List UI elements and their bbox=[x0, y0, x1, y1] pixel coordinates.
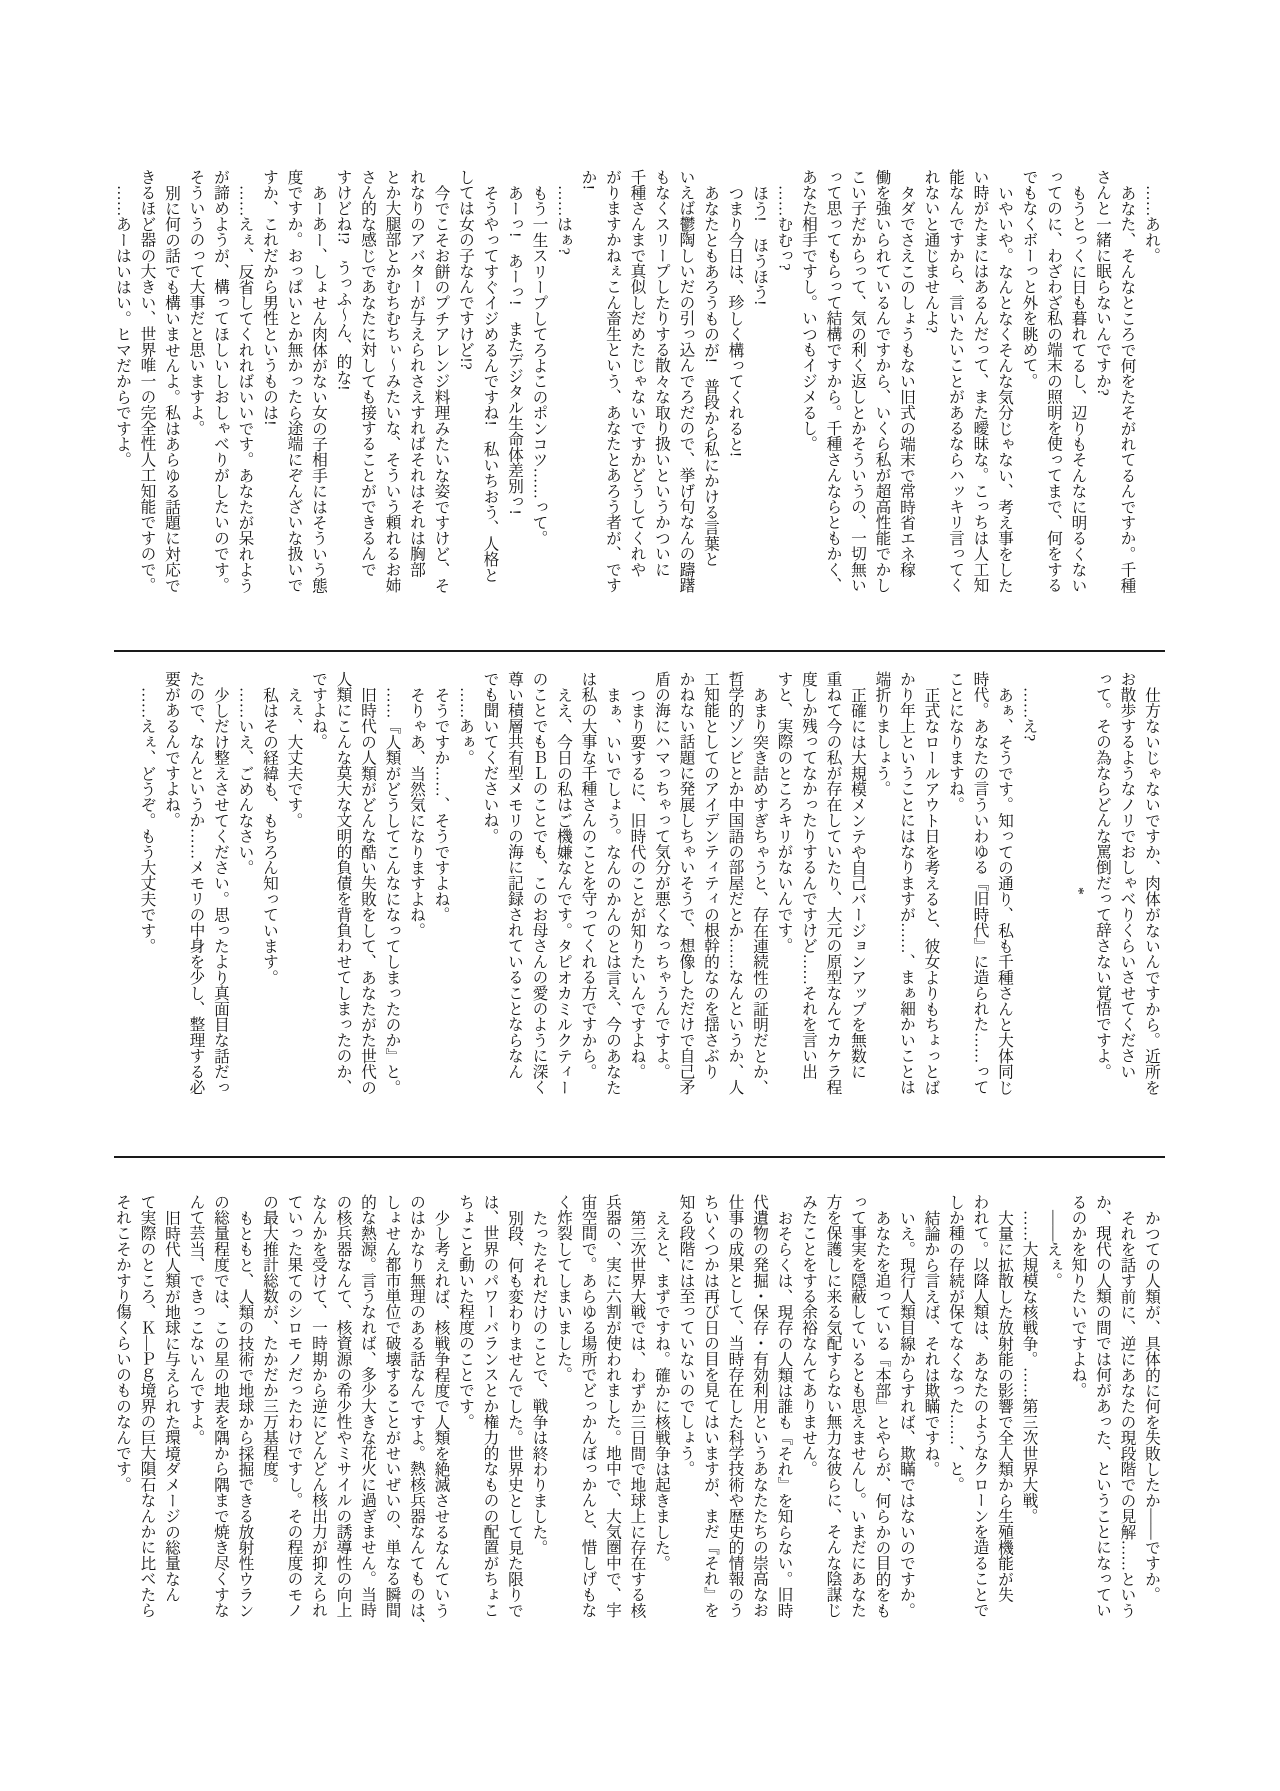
text-line: あぁ、そうです。知っての通り、私も千種さんと大体同じ bbox=[996, 686, 1013, 1095]
text-line: でも聞いてくださいね。 bbox=[481, 671, 499, 844]
text-line: もともと、人類の技術で地球から採掘できる放射性ウラン bbox=[236, 1209, 254, 1618]
text-line: すけどね!? うっふ〜ん、的な! bbox=[334, 169, 352, 391]
text-line: 盾の海にハマっちゃって気分が悪くなっちゃうんですよ。 bbox=[653, 671, 670, 1080]
text-line: 千種さんまで真似しだめたじゃないですかどうしてくれや bbox=[628, 169, 646, 578]
text-line: って事実を隠蔽しているとも思えませんし。いまだにあなた bbox=[849, 1194, 866, 1618]
text-line: ……え? bbox=[1020, 686, 1038, 741]
text-line: 度しか残ってなかったりするんですけど……それを言い出 bbox=[800, 671, 817, 1080]
text-line: ってのに、わざわざ私の端末の照明を使ってまで、何をする bbox=[1045, 169, 1062, 593]
text-line: たったそれだけのことで、戦争は終わりました。 bbox=[530, 1209, 548, 1556]
text-line: て実際のところ、Ｋ―Ｐｇ境界の巨大隕石なんかに比べたら bbox=[138, 1194, 156, 1618]
text-line: こい子だからって、気の利く返しとかそういうの、一切無い bbox=[849, 169, 866, 593]
dialogue-block-middle bbox=[134, 671, 1163, 1111]
text-line: みたことをする余裕なんてありません。 bbox=[800, 1194, 817, 1477]
scene-break-asterisk: * bbox=[1069, 887, 1087, 895]
text-line: 時代。あなたの言ういわゆる『旧時代』に造られた……って bbox=[971, 671, 989, 1095]
text-line: の最大推計総数が、たかだか三万基程度。 bbox=[261, 1194, 278, 1493]
text-line: は、世界のパワーバランスとか権力的なものの配置がちょこ bbox=[481, 1194, 499, 1618]
text-line: ていった果てのシロモノだったわけですし。その程度のモノ bbox=[285, 1194, 303, 1618]
text-line: 私はその経緯も、もちろん知っています。 bbox=[261, 686, 278, 985]
text-line: 要があるんですよね。 bbox=[163, 671, 180, 828]
text-line: あーっ! あーっ! またデジタル生命体差別っ! bbox=[506, 184, 523, 515]
text-line: 尊い積層共有型メモリの海に記録されていることならなん bbox=[506, 671, 523, 1080]
text-line: とか大腿部とかむちむちぃ〜みたいな、そういう頼れるお姉 bbox=[383, 169, 401, 593]
text-line: さん的な感じであなたに対しても接することができるんで bbox=[359, 169, 376, 578]
text-line: るのかを知りたいですよね。 bbox=[1069, 1194, 1087, 1399]
text-line: しょせん都市単位で破壊することがせいぜいの、単なる瞬間 bbox=[383, 1194, 401, 1618]
text-line: ――えぇ。 bbox=[1045, 1209, 1062, 1289]
text-line: ……あーはいはい。ヒマだからですよ。 bbox=[114, 184, 131, 468]
text-line: く炸裂してしまいました。 bbox=[555, 1194, 572, 1383]
text-line: ことになりますね。 bbox=[947, 671, 964, 813]
text-line: 人類にこんな莫大な文明的負債を背負わせてしまったのか、 bbox=[334, 671, 352, 1095]
text-line: ……大規模な核戦争。……第三次世界大戦。 bbox=[1020, 1209, 1038, 1524]
text-line: 代遺物の発掘・保存・有効利用というあなたたちの崇高なお bbox=[751, 1194, 768, 1618]
text-line: 哲学的ゾンビとか中国語の部屋だとか……なんというか、人 bbox=[726, 671, 744, 1095]
text-line: いえ。現行人類目線からすれば、欺瞞ではないのですか。 bbox=[898, 1209, 915, 1618]
text-line: ……えぇ、反省してくれればいいです。あなたが呆れよう bbox=[236, 184, 254, 593]
text-line: 仕方ないじゃないですか、肉体がないんですから。近所を bbox=[1143, 686, 1160, 1095]
text-line: 知る段階には至っていないのでしょう。 bbox=[677, 1194, 695, 1477]
text-line: しては女の子なんですけど!? bbox=[457, 169, 474, 370]
text-line: あなたを追っている『本部』とやらが、何らかの目的をも bbox=[873, 1209, 891, 1618]
text-line: がりますかねぇこん畜生という、あなたとあろう者が、です bbox=[604, 169, 621, 593]
text-line: のことでもＢＬのことでも、このお母さんの愛のように深く bbox=[530, 671, 548, 1095]
text-line: そうですか……、そうですよね。 bbox=[432, 686, 450, 923]
text-line: もなくスリープしたりする散々な取り扱いというかついに bbox=[653, 169, 670, 578]
text-line: もうとっくに日も暮れてるし、辺りもそんなに明るくない bbox=[1069, 184, 1087, 593]
text-line: れないと通じませんよ? bbox=[922, 169, 940, 333]
text-line: あなた相手ですし。いつもイジメるし。 bbox=[800, 169, 817, 452]
text-line: 正式なロールアウト日を考えると、彼女よりもちょっとば bbox=[922, 686, 940, 1095]
text-line: 働を強いられているんですから、いくら私が超高性能でかし bbox=[873, 169, 891, 593]
text-line: つまり要するに、旧時代のことが知りたいんですよね。 bbox=[628, 686, 646, 1080]
text-line: ……あぁ。 bbox=[457, 686, 474, 766]
text-line: ほう! ほうほう! bbox=[751, 184, 768, 306]
text-line: つまり今日は、珍しく構ってくれると! bbox=[726, 184, 744, 457]
text-line: ……むむっ? bbox=[775, 184, 793, 271]
dialogue-block-bottom bbox=[110, 1194, 1164, 1634]
text-line: かねない話題に発展しちゃいそうで、想像しただけで自己矛 bbox=[677, 671, 695, 1095]
text-line: それを話す前に、逆にあなたの現段階での見解……という bbox=[1118, 1209, 1136, 1618]
text-line: われて。以降人類は、あなたのようなクローンを造ることで bbox=[971, 1194, 989, 1618]
text-line: そういうのって大事だと思いますよ。 bbox=[187, 169, 205, 436]
text-line: 結論から言えば、それは欺瞞ですね。 bbox=[922, 1209, 940, 1477]
text-line: えぇ、大丈夫です。 bbox=[285, 686, 303, 828]
text-line: 工知能としてのアイデンティティの根幹的なのを揺さぶり bbox=[702, 671, 719, 1080]
text-line: 度ですか。おっぱいとか無かったら途端にぞんざいな扱いで bbox=[285, 169, 303, 593]
text-line: すか、これだから男性というものは! bbox=[261, 169, 278, 426]
text-line: いえば鬱陶しいだの引っ込んでろだので、挙げ句なんの躊躇 bbox=[677, 169, 695, 593]
text-line: 正確には大規模メンテや自己バージョンアップを無数に bbox=[849, 686, 866, 1080]
text-line: そうやってすぐイジめるんですね! 私いちおう、人格と bbox=[481, 184, 499, 583]
text-line: 少し考えれば、核戦争程度で人類を絶滅させるなんていう bbox=[432, 1209, 450, 1618]
text-line: かつての人類が、具体的に何を失敗したか――ですか。 bbox=[1143, 1209, 1160, 1603]
text-line: タダでさえこのしょうもない旧式の端末で常時省エネ稼 bbox=[898, 184, 915, 578]
text-line bbox=[1041, 671, 1066, 1111]
text-line: さんと一緒に眠らないんですか? bbox=[1094, 169, 1111, 396]
text-line: 端折りましょう。 bbox=[873, 671, 891, 797]
text-line: の核兵器なんて、核資源の希少性やミサイルの誘導性の向上 bbox=[334, 1194, 352, 1618]
section-divider-1 bbox=[114, 650, 1165, 652]
text-line: ……いえ、ごめんなさい。 bbox=[236, 686, 254, 876]
text-line: あなた、そんなところで何をたそがれてるんですか。千種 bbox=[1118, 184, 1136, 593]
text-line: 第三次世界大戦では、わずか三日間で地球上に存在する核 bbox=[628, 1209, 646, 1618]
text-line: あまり突き詰めすぎちゃうと、存在連続性の証明だとか、 bbox=[751, 686, 768, 1095]
text-line: 宙空間で。あらゆる場所でどっかんぼっかんと、惜しげもな bbox=[579, 1194, 597, 1618]
text-line: 旧時代人類が地球に与えられた環境ダメージの総量なん bbox=[163, 1209, 180, 1603]
text-line: 能なんですから、言いたいことがあるならハッキリ言ってく bbox=[947, 169, 964, 593]
text-line: ……はぁ? bbox=[555, 184, 572, 255]
text-line: か、現代の人類の間では何があった、ということになってい bbox=[1094, 1194, 1111, 1618]
text-line: お散歩するようなノリでおしゃべりくらいさせてください bbox=[1118, 671, 1136, 1080]
text-line: あなたともあろうものが! 普段から私にかける言葉と bbox=[702, 184, 719, 567]
text-line: 兵器の、実に六割が使われました。地中で、大気圏中で、宇 bbox=[604, 1194, 621, 1618]
text-line: れなりのアバターが与えられさえすればそれはそれは胸部 bbox=[408, 169, 425, 578]
text-line: あーあー、しょせん肉体がない女の子相手にはそういう態 bbox=[310, 184, 327, 593]
text-line: の総量程度では、この星の地表を隅から隅まで焼き尽くすな bbox=[212, 1194, 229, 1618]
text-line: 的な熱源。言うなれば、多少大きな花火に過ぎません。当時 bbox=[359, 1194, 376, 1618]
text-line: って思ってもらって結構ですから。千種さんならともかく、 bbox=[824, 169, 842, 593]
text-line: いやいや。なんとなくそんな気分じゃない、考え事をした bbox=[996, 184, 1013, 593]
section-divider-2 bbox=[114, 1156, 1165, 1158]
text-line: しか種の存続が保てなくなった……、と。 bbox=[947, 1194, 964, 1493]
text-line: そりゃあ、当然気になりますよね。 bbox=[408, 686, 425, 938]
text-line: ……あれ。 bbox=[1143, 184, 1160, 264]
text-line: ですよね。 bbox=[310, 671, 327, 750]
text-line: 別段、何も変わりませんでした。世界史として見た限りで bbox=[506, 1209, 523, 1618]
text-line: か! bbox=[579, 169, 597, 190]
text-line: ちいくつかは再び日の目を見てはいますが、まだ『それ』を bbox=[702, 1194, 719, 1618]
text-line: まぁ、いいでしょう。なんのかんのとは言え、今のあなた bbox=[604, 686, 621, 1095]
text-line: おそらくは、現存の人類は誰も『それ』を知らない。旧時 bbox=[775, 1209, 793, 1618]
text-line: 重ねて今の私が存在していたり、大元の原型なんてカケラ程 bbox=[824, 671, 842, 1095]
text-line: は私の大事な千種さんのことを守ってくれる方ですから。 bbox=[579, 671, 597, 1080]
text-line: もう一生スリープしてろよこのポンコツ……って。 bbox=[530, 184, 548, 546]
text-line: ちょこと動いた程度のことです。 bbox=[457, 1194, 474, 1430]
text-line: ……『人類がどうしてこんなになってしまったのか』と。 bbox=[383, 686, 401, 1095]
text-line: なんかを受けて、一時期から逆にどんどん核出力が抑えられ bbox=[310, 1194, 327, 1618]
text-line: のはかなり無理のある話なんですよ。熱核兵器なんてものは、 bbox=[408, 1194, 425, 1634]
text-line: 旧時代の人類がどんな酷い失敗をして、あなたがた世代の bbox=[359, 686, 376, 1095]
text-line: 仕事の成果として、当時存在した科学技術や歴史的情報のう bbox=[726, 1194, 744, 1618]
text-line: んて芸当、できっこないんですよ。 bbox=[187, 1194, 205, 1446]
text-line: 大量に拡散した放射能の影響で全人類から生殖機能が失 bbox=[996, 1209, 1013, 1603]
text-line: きるほど器の大きい、世界唯一の完全性人工知能ですので。 bbox=[138, 169, 156, 593]
text-line: い時がたまにはあるんだって、また曖昧な。こっちは人工知 bbox=[971, 169, 989, 593]
text-line: たので、なんというか……メモリの中身を少し、整理する必 bbox=[187, 671, 205, 1095]
text-line: 今でこそお餅のプチアレンジ料理みたいな姿ですけど、そ bbox=[432, 184, 450, 593]
text-line: 別に何の話でも構いませんよ。私はあらゆる話題に対応で bbox=[163, 184, 180, 593]
text-line: って。その為ならどんな罵倒だって辞さない覚悟ですよ。 bbox=[1094, 671, 1111, 1080]
dialogue-block-top bbox=[110, 169, 1164, 609]
text-line: 方を保護しに来る気配すらない無力な彼らに、そんな陰謀じ bbox=[824, 1194, 842, 1618]
text-line: かり年上ということにはなりますが……、まぁ細かいことは bbox=[898, 671, 915, 1095]
text-line: ええ、今日の私はご機嫌なんです。タピオカミルクティー bbox=[555, 686, 572, 1095]
text-line: が諦めようが、構ってほしいしおしゃべりがしたいのです。 bbox=[212, 169, 229, 593]
text-line: ええと、まずですね。確かに核戦争は起きました。 bbox=[653, 1209, 670, 1571]
text-line: ……えぇ、どうぞ。もう大丈夫です。 bbox=[138, 686, 156, 954]
text-line: それこそかすり傷くらいのものなんです。 bbox=[114, 1194, 131, 1493]
text-line: でもなくボーっと外を眺めて。 bbox=[1020, 169, 1038, 389]
text-line: 少しだけ整えさせてください。思ったより真面目な話だっ bbox=[212, 686, 229, 1095]
text-line: すと、実際のところキリがないんです。 bbox=[775, 671, 793, 954]
